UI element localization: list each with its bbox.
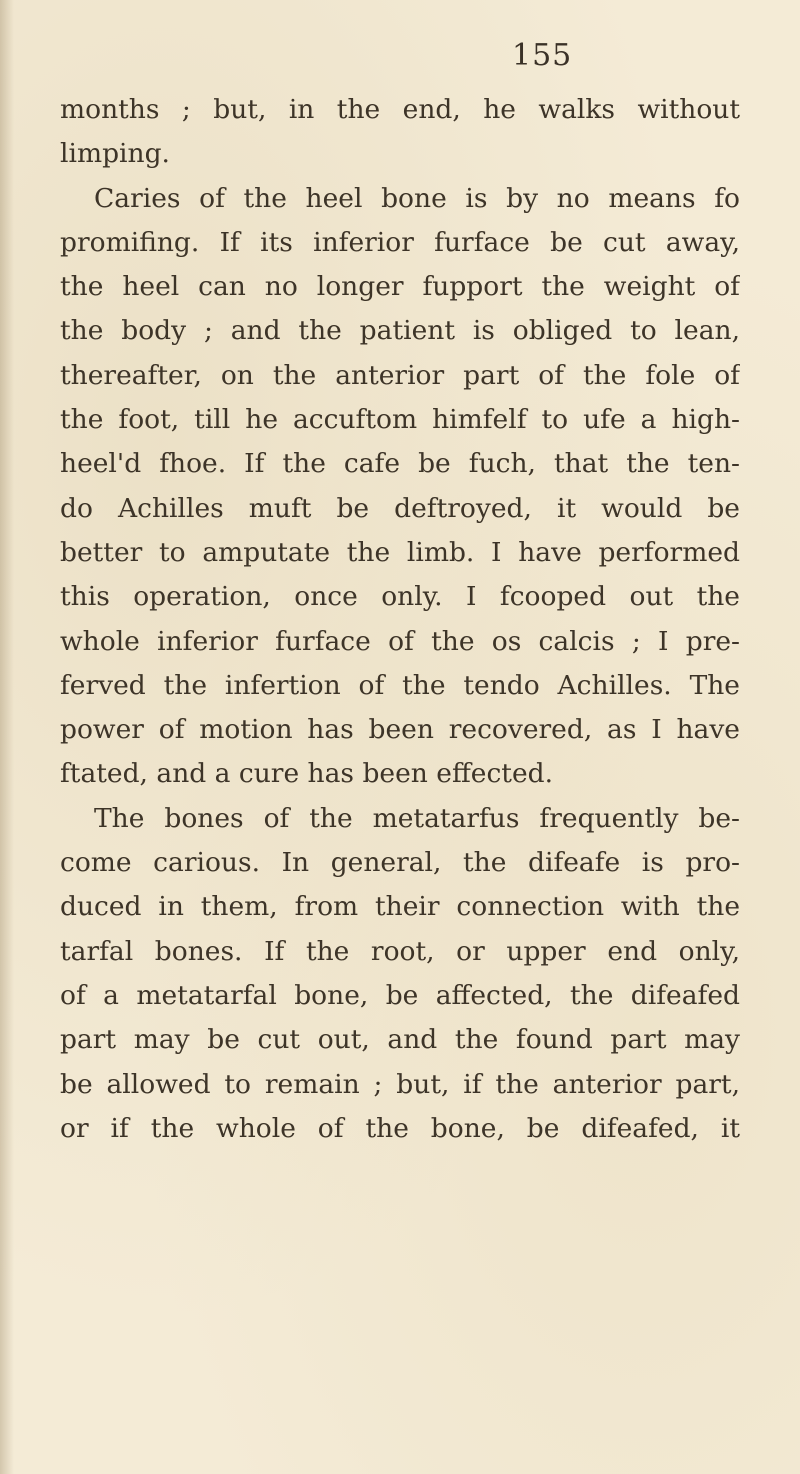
text-line-5: the heel can no longer fupport the weight of [60, 271, 740, 303]
text-line-2: limping. [60, 138, 170, 170]
text-line-19: duced in them, from their connection with the [60, 891, 740, 923]
text-line-14: ferved the infertion of the tendo Achilles. The [60, 669, 740, 701]
text-line-18: come carious. In general, the difeafe is pro- [60, 847, 740, 879]
text-line-6: the body ; and the patient is obliged to lean, [60, 315, 740, 347]
text-line-15: power of motion has been recovered, as I have [60, 714, 740, 746]
text-line-20: tarfal bones. If the root, or upper end only, [60, 935, 740, 967]
text-line-7: thereafter, on the anterior part of the fole of [60, 359, 740, 391]
text-line-23: be allowed to remain ; but, if the anterior part, [60, 1068, 740, 1100]
text-line-17: The bones of the metatarfus frequently be- [94, 802, 740, 834]
text-line-11: better to amputate the limb. I have performed [60, 536, 740, 568]
text-line-24: or if the whole of the bone, be difeafed, it [60, 1112, 740, 1144]
page-number: 155 [512, 38, 573, 73]
text-line-22: part may be cut out, and the found part may [60, 1024, 740, 1056]
text-line-12: this operation, once only. I fcooped out the [60, 581, 740, 613]
spine-shadow [0, 0, 14, 1474]
text-line-21: of a metatarfal bone, be affected, the difeafed [60, 979, 740, 1011]
text-line-1: months ; but, in the end, he walks without [60, 94, 740, 125]
text-line-9: heel'd fhoe. If the cafe be fuch, that the ten- [60, 448, 740, 480]
text-line-16: ftated, and a cure has been effected. [60, 758, 554, 790]
body-text [60, 88, 740, 1151]
text-line-10: do Achilles muft be deftroyed, it would be [60, 492, 740, 524]
text-line-4: promifing. If its inferior furface be cut away, [60, 226, 740, 258]
text-line-8: the foot, till he accuftom himfelf to ufe a high- [60, 404, 740, 436]
text-line-13: whole inferior furface of the os calcis ; I pre- [60, 625, 740, 657]
text-line-3: Caries of the heel bone is by no means fo [94, 182, 740, 214]
